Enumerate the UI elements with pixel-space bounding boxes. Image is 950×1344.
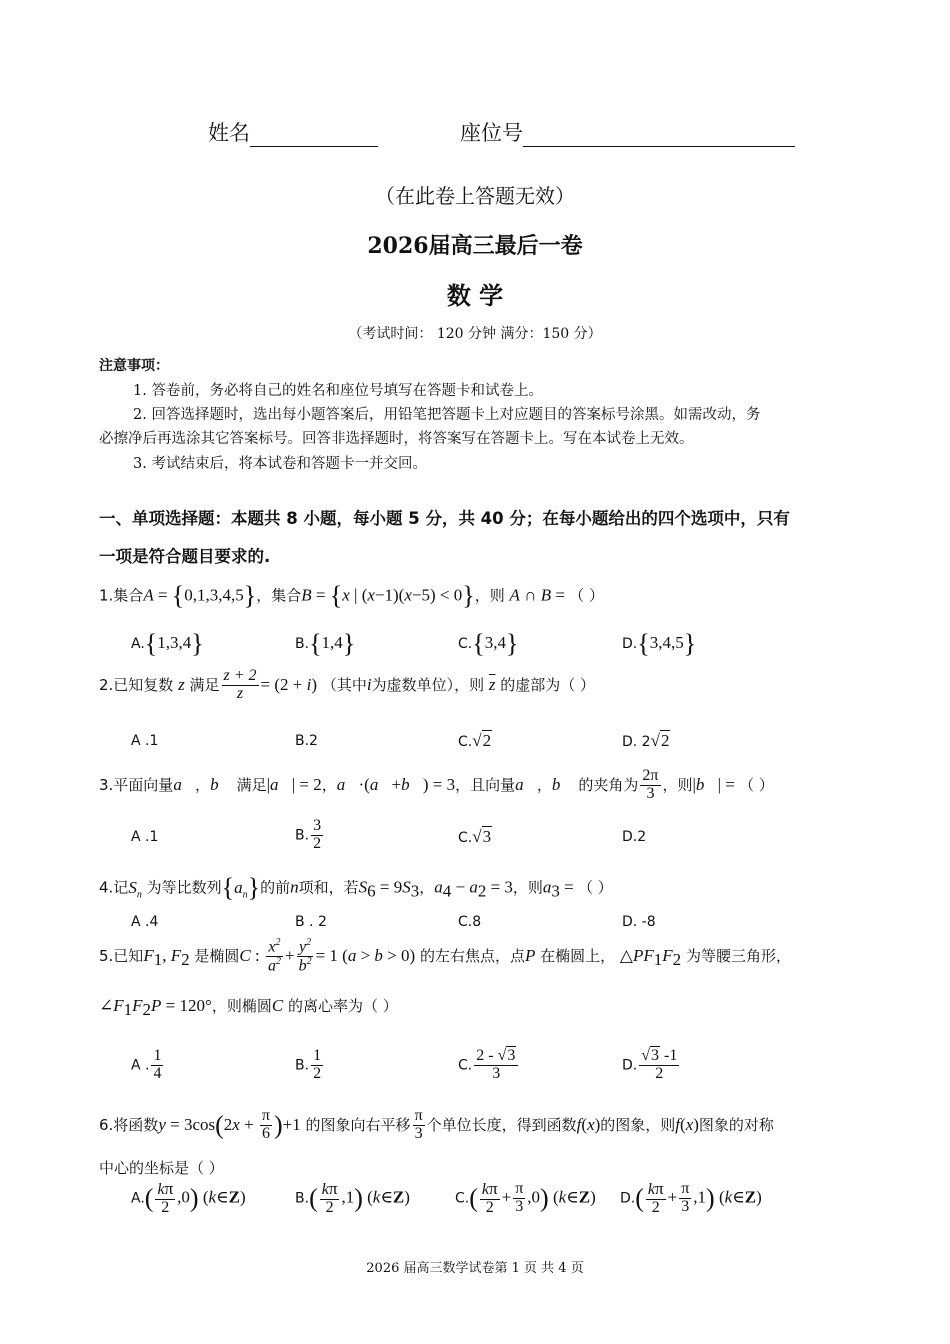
q2-option-b[interactable]: B.2 bbox=[295, 733, 318, 749]
note-item-3: 3. 考试结束后，将本试卷和答题卡一并交回。 bbox=[133, 456, 427, 472]
q4-option-c[interactable]: C.8 bbox=[458, 914, 482, 930]
q4-option-a[interactable]: A .4 bbox=[131, 914, 159, 930]
time-info: （考试时间： 120 分钟 满分：150 分） bbox=[348, 326, 602, 342]
name-label: 姓名 bbox=[208, 121, 250, 145]
q1-option-a[interactable]: A.{1,3,4} bbox=[131, 629, 204, 658]
invalid-notice: （在此卷上答题无效） bbox=[375, 184, 575, 208]
subject-title: 数 学 bbox=[446, 281, 504, 310]
note-item-2a: 2. 回答选择题时，选出每小题答案后，用铅笔把答题卡上对应题目的答案标号涂黑。如需改动，务 bbox=[133, 407, 761, 423]
note-item-1: 1. 答卷前，务必将自己的姓名和座位号填写在答题卡和试卷上。 bbox=[133, 383, 543, 399]
q6-option-a[interactable]: A.( $\frac{k\pi}{2}$ ,0) (k∈Z) bbox=[131, 1179, 246, 1216]
q3-option-b[interactable]: B. $\frac{3}{2}$ bbox=[295, 817, 322, 852]
q3-option-d[interactable]: D.2 bbox=[622, 829, 647, 845]
q6-option-b[interactable]: B.( $\frac{k\pi}{2}$ ,1) (k∈Z) bbox=[295, 1179, 410, 1216]
section-heading-line1: 一、单项选择题：本题共 8 小题，每小题 5 分，共 40 分；在每小题给出的四个选项中，只有 bbox=[99, 509, 790, 528]
q5-option-b[interactable]: B. $\frac{1}{2}$ bbox=[295, 1047, 322, 1082]
question-1: 1.集合A = {0,1,3,4,5}，集合B = {x | (x−1)(x−5) < 0}，则 A ∩ B = （ ） bbox=[99, 581, 604, 610]
question-6-line2: 中心的坐标是（ ） bbox=[99, 1159, 224, 1177]
seat-field bbox=[460, 117, 795, 147]
seat-blank bbox=[523, 124, 795, 147]
q5-option-c[interactable]: C. $\frac{2 - √3}{3}$ bbox=[458, 1048, 520, 1083]
q6-option-c[interactable]: C.( $\frac{k\pi}{2}$ + $\frac{\pi}{3}$ ,0) (k∈Z) bbox=[455, 1179, 596, 1216]
question-4: 4.记$S_n$ 为等比数列$\{a_n\}$的前n项和，若$S_6 = 9S_3$，$a_4 - a_2 = 3$，则$a_3$ = （ ） bbox=[99, 873, 613, 902]
q1-option-c[interactable]: C.{3,4} bbox=[458, 629, 519, 658]
q5-option-d[interactable]: D. $\frac{√3 -1}{2}$ bbox=[622, 1047, 678, 1082]
q5-option-a[interactable]: A . $\frac{1}{4}$ bbox=[131, 1047, 162, 1082]
question-2: 2.已知复数 z 满足 $\frac{z + 2}{z}$ = (2 + i) （其中i为虚数单位），则 $\overline{z}$ 的虚部为（ ） bbox=[99, 667, 596, 702]
seat-label: 座位号 bbox=[460, 121, 523, 145]
q2-option-c[interactable]: C.√2 bbox=[458, 731, 492, 750]
notes-heading: 注意事项： bbox=[99, 358, 169, 374]
q2-option-d[interactable]: D. 2√2 bbox=[622, 731, 670, 750]
q1-option-b[interactable]: B.{1,4} bbox=[295, 629, 356, 658]
q2-option-a[interactable]: A .1 bbox=[131, 733, 159, 749]
q1-option-d[interactable]: D.{3,4,5} bbox=[622, 629, 697, 658]
q3-option-c[interactable]: C.√3 bbox=[458, 827, 492, 846]
page-footer: 2026 届高三数学试卷第 1 页 共 4 页 bbox=[366, 1261, 584, 1276]
section-heading-line2: 一项是符合题目要求的. bbox=[99, 547, 271, 566]
exam-title: 2026届高三最后一卷 bbox=[367, 233, 583, 259]
q4-option-d[interactable]: D. -8 bbox=[622, 914, 656, 930]
name-blank bbox=[250, 124, 378, 147]
question-5-line2: $\angle F_1F_2P = 120^\circ$，则椭圆C 的离心率为（ ） bbox=[99, 996, 398, 1019]
question-6-line1: 6.将函数y = 3cos(2x + $\frac{\pi}{6}$ )+1 的图象向右平移 $\frac{\pi}{3}$ 个单位长度，得到函数f(x)的图象，则f(x)图象的对称 bbox=[99, 1107, 774, 1142]
name-field bbox=[208, 117, 378, 147]
question-3: 3.平面向量a⃗，b⃗ 满足|a⃗| = 2，a⃗·(a⃗+b⃗) = 3，且向量a⃗，b⃗ 的夹角为 $\frac{2\pi}{3}$ ，则|b⃗| = （ ） bbox=[99, 767, 774, 802]
q3-option-a[interactable]: A .1 bbox=[131, 829, 159, 845]
note-item-2b: 必擦净后再选涂其它答案标号。回答非选择题时，将答案写在答题卡上。写在本试卷上无效。 bbox=[99, 431, 694, 447]
q4-option-b[interactable]: B . 2 bbox=[295, 914, 327, 930]
q6-option-d[interactable]: D.( $\frac{k\pi}{2}$ + $\frac{\pi}{3}$ ,1) (k∈Z) bbox=[620, 1179, 762, 1216]
question-5-line1: 5.已知$F_1$, $F_2$ 是椭圆C : $\frac{x^2}{a^2}$ + $\frac{y^2}{b^2}$ = 1 (a > b > 0) 的左右焦点，点P 在椭圆上， $\triangle PF_1F_2$ 为等腰三角形， bbox=[99, 937, 791, 975]
